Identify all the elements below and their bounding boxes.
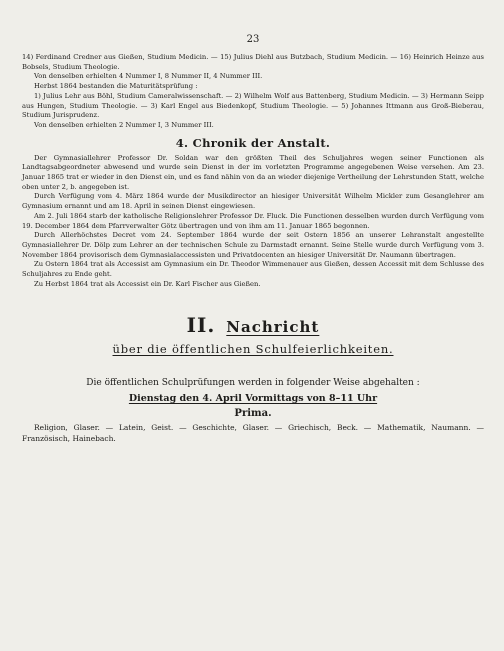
intro-section (22, 53, 484, 131)
chronik-heading: 4. Chronik der Anstalt. (175, 135, 331, 150)
class-name: Prima. (234, 408, 272, 420)
chronik-paragraph: Zu Ostern 1864 trat als Accessist am Gymnasium ein Dr. Theodor Wimmenauer aus Gießen, dessen Accessit mit dem Schlusse des Schuljahres zu Ende geht. (22, 260, 484, 279)
exam-intro-line: Die öffentlichen Schulprüfungen werden in folgender Weise abgehalten : (86, 378, 420, 389)
chronik-paragraph: Zu Herbst 1864 trat als Accessist ein Dr. Karl Fischer aus Gießen. (34, 279, 261, 288)
page-number: 23 (246, 34, 260, 45)
student-list-2: 1) Julius Lehr aus Böhl, Studium Cameralwissenschaft. — 2) Wilhelm Wolf aus Battenberg, Studium Medicin. — 3) Hermann Seipp aus Hungen, Studium Theologie. — 3) Karl Engel aus Biedenkopf, Studium Theologie. — 5) Johannes Ittmann aus Groß-Bieberau, Studium Jurisprudenz. (22, 91, 484, 120)
chronik-paragraph: Durch Allerhöchstes Decret vom 24. September 1864 wurde der seit Ostern 1856 an unserer Lehranstalt angestellte Gymnasiallehrer Dr. Dölp zum Lehrer an der technischen Schule zu Darmstadt ernannt. Seine Stelle wurde durch Verfügung vom 3. November 1864 provisorisch dem Gymnasialaccessisten und Privatdocenten an hiesiger Universität Dr. Naumann übertragen. (22, 231, 484, 259)
chronik-paragraph: Am 2. Juli 1864 starb der katholische Religionslehrer Professor Dr. Fluck. Die Functionen desselben wurden durch Verfügung vom 19. December 1864 dem Pfarrverwalter Götz übertragen und von ihm am 11. Januar 1865 begonnen. (22, 211, 484, 230)
chronik-paragraph: Der Gymnasiallehrer Professor Dr. Soldan war den größten Theil des Schuljahres wegen seiner Functionen als Landtagsabgeordneter abwesend und wurde sein Dienst in der im vorletzten Programme angegebenen Weise versehen. Am 23. Januar 1865 trat er wieder in den Dienst ein, und es fand nähin von da an wieder diejenige Vertheilung der Lehrstunden Statt, welche oben unter 2, b. angegeben ist. (22, 153, 484, 191)
grade-summary-1: Von denselben erhielten 4 Nummer I, 8 Nummer II, 4 Nummer III. (34, 72, 263, 81)
exam-date: Dienstag den 4. April Vormittags von 8–11 Uhr (128, 393, 378, 405)
chronik-section (22, 154, 484, 290)
student-list-1: 14) Ferdinand Credner aus Gießen, Studium Medicin. — 15) Julius Diehl aus Butzbach, Studium Medicin. — 16) Heinrich Heinze aus Bobsels, Studium Theologie. (22, 53, 484, 71)
section-title (22, 313, 484, 337)
grade-summary-2: Von denselben erhielten 2 Nummer I, 3 Nummer III. (34, 120, 214, 129)
chronik-paragraph: Durch Verfügung vom 4. März 1864 wurde der Musikdirector an hiesiger Universität Wilhelm Mickler zum Gesanglehrer am Gymnasium ernannt und am 18. April in seinen Dienst eingewiesen. (22, 192, 484, 211)
subject-list: Religion, Glaser. — Latein, Geist. — Geschichte, Glaser. — Griechisch, Beck. — Mathematik, Naumann. — Französisch, Hainebach. (22, 423, 484, 444)
roman-numeral: II. (186, 313, 216, 338)
section-subtitle: über die öffentlichen Schulfeierlichkeiten. (112, 342, 394, 357)
section-title-word: Nachricht (226, 318, 320, 337)
exam-heading: Herbst 1864 bestanden die Maturitätsprüfung : (34, 82, 198, 91)
nachricht-heading (22, 313, 484, 356)
